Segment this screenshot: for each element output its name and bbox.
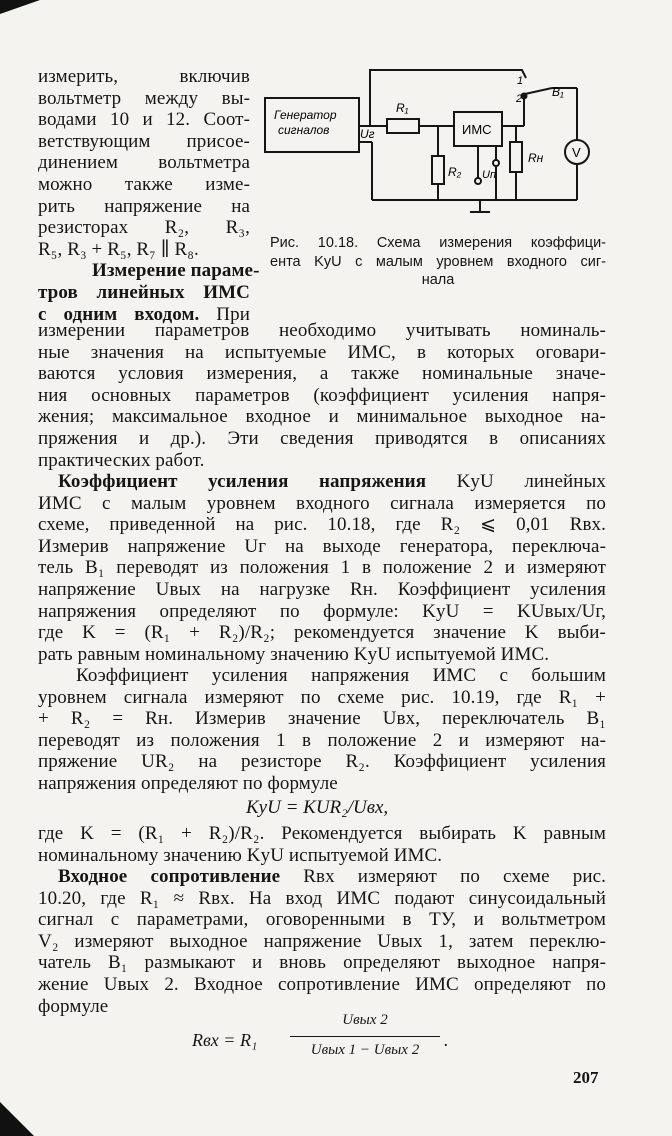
caption-line: нала	[421, 272, 455, 288]
circuit-diagram	[262, 60, 606, 220]
text-line: жения; максимальное входное и минимальное выходное на-	[38, 406, 606, 428]
text-line: можно также изме-	[38, 173, 250, 195]
text-line: напряжение Uвых на нагрузке Rн. Коэффициент усиления	[38, 578, 606, 600]
left-column-text	[38, 66, 260, 325]
text-line: + R₂ = Rн. Измерив значение Uвх, переключатель B₁	[38, 708, 606, 730]
text-line: Коэффициент усиления напряжения KyU линейных	[58, 471, 606, 492]
paragraph	[38, 823, 606, 866]
text-line: переводят из положения 1 в положение 2 и измеряют на-	[38, 729, 606, 751]
b1-label: B₁	[552, 85, 564, 99]
text-line: схеме, приведенной на рис. 10.18, где R₂ ⩽ 0,01 Rвх.	[38, 514, 606, 536]
text-line: Измерив напряжение Uг на выходе генератора, переключа-	[38, 535, 606, 557]
text-line: V₂ измеряют выходное напряжение Uвых 1, затем переклю-	[38, 930, 606, 952]
section-heading: тров линейных ИМС	[38, 281, 250, 303]
formula-kyu: KyU = KUR₂/Uвх,	[246, 797, 389, 818]
text-line: ваются условия измерения, а также номинальные значе-	[38, 363, 606, 385]
scan-corner-top	[0, 0, 40, 14]
text-line: водами 10 и 12. Соот-	[38, 109, 250, 131]
formula-rvx	[192, 1012, 462, 1072]
formula-denominator: Uвых 1 − Uвых 2	[310, 1042, 420, 1058]
paragraph	[38, 320, 606, 471]
generator-label: Генератор	[274, 108, 337, 122]
text-line: резисторах R₂, R₃,	[38, 217, 250, 239]
text-line: ветствующим присое-	[38, 130, 250, 152]
caption-line: ента KyU с малым уровнем входного сиг-	[270, 253, 606, 270]
text-line: тель B₁ переводят из положения 1 в положение 2 и измеряют	[38, 557, 606, 579]
formula-lhs: Rвх = R₁	[192, 1030, 258, 1050]
switch-pos-2: 2	[516, 93, 523, 105]
text-line: Входное сопротивление Rвх измеряют по схеме рис.	[58, 866, 606, 887]
generator-label: сигналов	[278, 123, 330, 137]
formula-end: .	[444, 1030, 449, 1050]
term-heading: Коэффициент усиления напряжения	[58, 471, 427, 492]
text-line: ИМС с малым уровнем входного сигнала измеряется по	[38, 492, 606, 514]
text-line: напряжения определяют по формуле: KyU = KUвых/Uг,	[38, 600, 606, 622]
text-line: чатель B₁ размыкают и вновь определяют выходное напря-	[38, 952, 606, 974]
text-line: рить напряжение на	[38, 195, 250, 217]
text-line: пряжения и др.). Эти сведения приводятся в описаниях	[38, 427, 606, 449]
switch-pos-1: 1	[517, 75, 524, 87]
term-heading: Входное сопротивление	[58, 866, 281, 887]
section-heading: с одним входом. При	[38, 303, 250, 325]
text-line: уровнем сигнала измеряют по схеме рис. 10.19, где R₁ +	[38, 686, 606, 708]
ims-label: ИМС	[462, 122, 492, 137]
paragraph	[38, 866, 606, 1017]
text-line: практических работ.	[38, 449, 205, 471]
formula-numerator: Uвых 2	[342, 1012, 388, 1028]
caption-line: Рис. 10.18. Схема измерения коэффици-	[270, 235, 606, 251]
text-line: 10.20, где R₁ ≈ Rвх. На вход ИМС подают синусоидальный	[38, 887, 606, 909]
text-line: сигнал с параметрами, оговоренными в ТУ, и вольтметром	[38, 909, 606, 931]
page-number: 207	[573, 1068, 599, 1087]
text-line: R₅, R₃ + R₅, R₇ ∥ R₈.	[38, 238, 199, 260]
resistor-rn	[510, 142, 522, 172]
rn-label: Rн	[528, 151, 544, 165]
ug-label: Uг	[360, 127, 375, 141]
text-line: измерить, включив	[38, 66, 250, 87]
text-line: ные значения на испытуемые ИМС, в которых оговари-	[38, 341, 606, 363]
text-line: пряжение UR₂ на резисторе R₂. Коэффициент усиления	[38, 751, 606, 773]
paragraph	[38, 665, 606, 795]
text-line: номинальному значению KyU испытуемой ИМС.	[38, 844, 443, 866]
text-line: где K = (R₁ + R₂)/R₂. Рекомендуется выбирать K равным	[38, 823, 606, 844]
fraction-bar	[290, 1036, 440, 1037]
text-line: рать равным номинальному значению KyU испытуемой ИМС.	[38, 643, 550, 665]
scan-corner-bottom	[0, 1102, 34, 1136]
text-line: жение Uвых 2. Входное сопротивление ИМС определяют по	[38, 973, 606, 995]
text-line: ния основных параметров (коэффициент усиления напря-	[38, 384, 606, 406]
text-line: Коэффициент усиления напряжения ИМС с большим	[76, 665, 606, 686]
section-heading: Измерение параме-	[92, 260, 260, 282]
text-line: измерении параметров необходимо учитывать номиналь-	[38, 320, 606, 341]
text-line: формуле	[38, 995, 109, 1017]
resistor-r2	[432, 156, 444, 184]
resistor-r1	[387, 119, 419, 133]
text-line: напряжения определяют по формуле	[38, 772, 338, 794]
r2-label: R₂	[448, 165, 462, 179]
figure-caption	[270, 234, 606, 290]
text-line: динением вольтметра	[38, 152, 250, 174]
text-line: где K = (R₁ + R₂)/R₂; рекомендуется значение K выби-	[38, 622, 606, 644]
voltmeter-label: V	[572, 145, 581, 160]
paragraph	[38, 471, 606, 665]
up-label: Uп	[482, 169, 496, 181]
r1-label: R₁	[396, 101, 409, 115]
text-line: вольтметр между вы-	[38, 87, 250, 109]
